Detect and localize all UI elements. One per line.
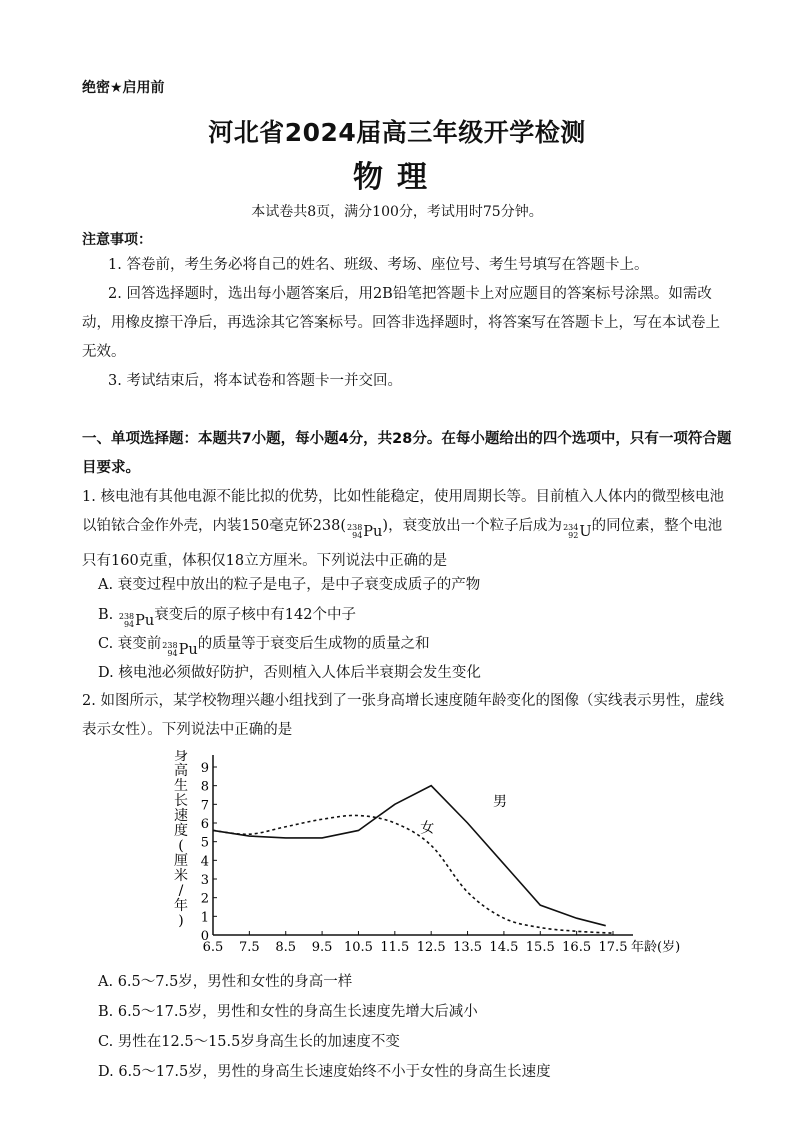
x-axis-label: 年龄(岁) <box>631 940 681 955</box>
x-tick-label: 7.5 <box>239 940 260 955</box>
q1-option-c: C. 衰变前 238 94 Pu 的质量等于衰变后生成物的质量之和 <box>98 636 430 658</box>
male-series-line <box>213 786 606 926</box>
question-2 <box>82 687 732 745</box>
question-number: 1. <box>82 489 96 505</box>
x-tick-label: 9.5 <box>311 940 333 955</box>
q2-option-a: A. 6.5～7.5岁，男性和女性的身高一样 <box>98 974 353 990</box>
stem-part-b: )，衰变放出一个粒子后成为 <box>382 518 563 534</box>
nuclide-pu: 238 94 Pu <box>347 523 383 540</box>
q2-option-b: B. 6.5～17.5岁，男性和女性的身高生长速度先增大后减小 <box>98 1004 478 1020</box>
y-axis-label: 身高生长速度(厘米/年) <box>174 750 188 929</box>
stem-part-c: 的同位素，整个电池只有160克重，体积仅18立方厘米。下列说法中正确的是 <box>82 518 723 569</box>
x-tick-label: 15.5 <box>525 940 555 955</box>
y-tick-label: 5 <box>200 835 209 851</box>
notice-item-3: 3. 考试结束后，将本试卷和答题卡一并交回。 <box>108 373 402 389</box>
y-tick-label: 1 <box>200 910 209 926</box>
section-heading: 一、单项选择题：本题共7小题，每小题4分，共28分。在每小题给出的四个选项中，只有一项符合题目要求。 <box>82 431 732 476</box>
y-tick-label: 7 <box>200 798 209 814</box>
y-tick-label: 6 <box>200 817 209 832</box>
female-series-line <box>213 815 613 933</box>
subject-title: 物理 <box>353 160 441 195</box>
notice-heading: 注意事项： <box>82 232 152 248</box>
nuclide-u: 234 92 U <box>563 523 592 540</box>
y-tick-label: 9 <box>200 761 209 776</box>
question-2-stem <box>82 687 732 745</box>
y-tick-label: 0 <box>200 929 209 944</box>
female-series-label: 女 <box>420 820 435 837</box>
exam-info: 本试卷共8页，满分100分，考试用时75分钟。 <box>251 204 543 220</box>
chart-svg <box>165 750 685 960</box>
notice-list <box>82 251 722 396</box>
exam-title: 河北省2024届高三年级开学检测 <box>208 118 586 147</box>
stem-part-a: 核电池有其他电源不能比拟的优势，比如性能稳定，使用周期长等。目前植入人体内的微型核电池以铂铱合金作外壳，内装150毫克钚238( <box>82 489 724 534</box>
y-tick-label: 4 <box>200 854 209 870</box>
x-tick-label: 12.5 <box>416 940 446 955</box>
growth-rate-chart <box>165 750 685 964</box>
question-1 <box>82 483 732 576</box>
x-tick-label: 11.5 <box>380 940 410 955</box>
q1-option-b: B. 238 94 Pu 衰变后的原子核中有142个中子 <box>98 607 356 629</box>
x-tick-label: 16.5 <box>562 940 592 955</box>
nuclide-pu: 238 94 Pu <box>118 612 155 629</box>
y-tick-label: 2 <box>200 891 209 907</box>
q1-option-d: D. 核电池必须做好防护，否则植入人体后半衰期会发生变化 <box>98 665 481 681</box>
x-tick-label: 6.5 <box>202 940 224 955</box>
question-2-text: 如图所示，某学校物理兴趣小组找到了一张身高增长速度随年龄变化的图像（实线表示男性，虚线表示女性）。下列说法中正确的是 <box>82 693 724 738</box>
x-tick-label: 13.5 <box>453 940 483 955</box>
notice-item-1: 1. 答卷前，考生务必将自己的姓名、班级、考场、座位号、考生号填写在答题卡上。 <box>108 257 649 273</box>
secret-label: 绝密★启用前 <box>82 80 165 96</box>
q1-option-a: A. 衰变过程中放出的粒子是电子，是中子衰变成质子的产物 <box>98 577 481 593</box>
notice-item-2: 2. 回答选择题时，选出每小题答案后，用2B铅笔把答题卡上对应题目的答案标号涂黑。如需改动，用橡皮擦干净后，再选涂其它答案标号。回答非选择题时，将答案写在答题卡上，写在本试卷上无效。 <box>82 286 720 360</box>
x-tick-label: 8.5 <box>275 940 297 955</box>
x-tick-label: 10.5 <box>343 940 373 955</box>
male-series-label: 男 <box>493 794 507 811</box>
x-tick-label: 14.5 <box>489 940 519 955</box>
question-number: 2. <box>82 693 96 709</box>
x-tick-label: 17.5 <box>598 940 628 955</box>
q2-option-c: C. 男性在12.5～15.5岁身高生长的加速度不变 <box>98 1034 400 1050</box>
question-1-stem <box>82 483 732 576</box>
y-tick-label: 3 <box>200 873 209 888</box>
nuclide-pu: 238 94 Pu <box>162 641 198 658</box>
q2-option-d: D. 6.5～17.5岁，男性的身高生长速度始终不小于女性的身高生长速度 <box>98 1064 551 1080</box>
y-tick-label: 8 <box>200 779 209 795</box>
